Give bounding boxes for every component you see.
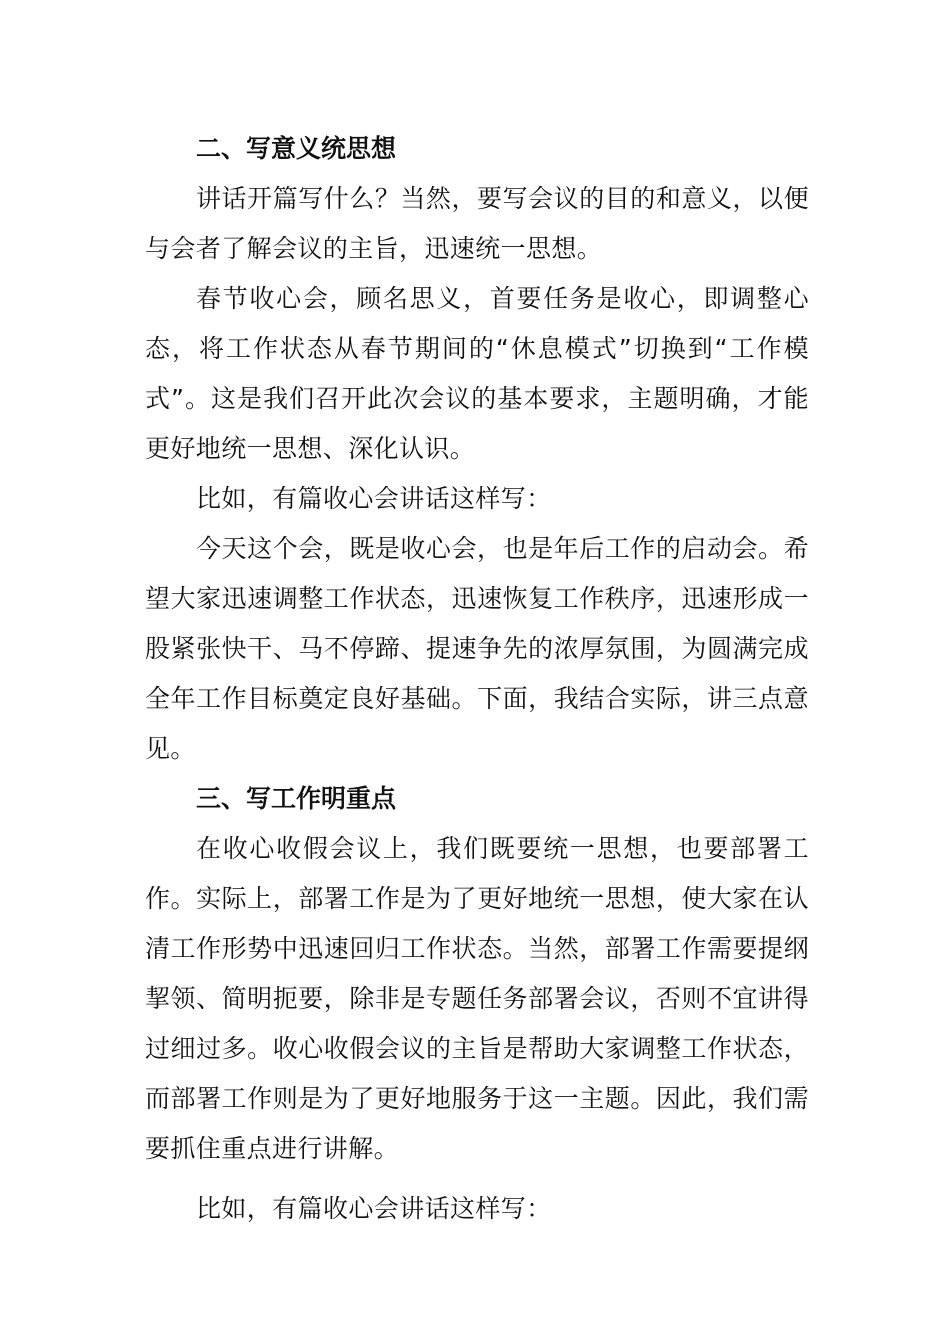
paragraph: 讲话开篇写什么？当然，要写会议的目的和意义，以便与会者了解会议的主旨，迅速统一思想。 — [145, 184, 809, 263]
paragraph: 在收心收假会议上，我们既要统一思想，也要部署工作。实际上，部署工作是为了更好地统一思想，使大家在认清工作形势中迅速回归工作状态。当然，部署工作需要提纲挈领、简明扼要，除非是专题任务部署会议，否则不宜讲得过细过多。收心收假会议的主旨是帮助大家调整工作状态，而部署工作则是为了更好地服务于这一主题。因此，我们需要抓住重点进行讲解。 — [145, 834, 809, 1163]
document-page — [145, 124, 809, 1234]
paragraph: 比如，有篇收心会讲话这样写： — [196, 484, 552, 513]
section-heading: 三、写工作明重点 — [196, 784, 397, 813]
paragraph: 春节收心会，顾名思义，首要任务是收心，即调整心态，将工作状态从春节期间的“休息模式”切换到“工作模式”。这是我们召开此次会议的基本要求，主题明确，才能更好地统一思想、深化认识。 — [145, 284, 809, 463]
section-heading: 二、写意义统思想 — [196, 134, 397, 163]
paragraph: 今天这个会，既是收心会，也是年后工作的启动会。希望大家迅速调整工作状态，迅速恢复工作秩序，迅速形成一股紧张快干、马不停蹄、提速争先的浓厚氛围，为圆满完成全年工作目标奠定良好基础。下面，我结合实际，讲三点意见。 — [145, 534, 809, 763]
paragraph: 比如，有篇收心会讲话这样写： — [196, 1194, 552, 1223]
